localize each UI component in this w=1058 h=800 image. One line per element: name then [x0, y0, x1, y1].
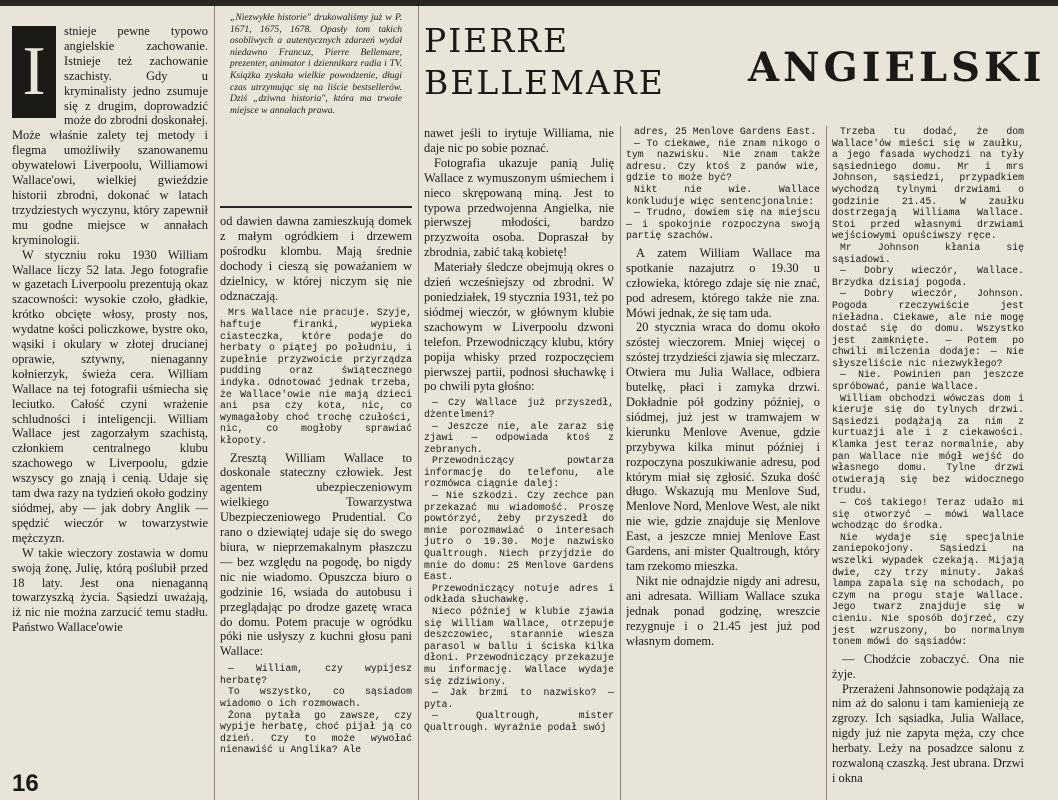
small-paragraph: Mr Johnson kłania się sąsiadowi.	[832, 241, 1024, 265]
small-paragraph: To wszystko, co sąsiadom wiadomo o ich rozmowach.	[220, 686, 412, 710]
small-paragraph: Mrs Wallace nie pracuje. Szyje, haftuje firanki, wypieka ciasteczka, które podaje do herbaty o piątej po południu, i zupełnie przyzwoicie przyrządza pudding oraz świątecznego indyka. Odnotować jednak trzeba, że Wallace'owie nie mają dzieci ani psa czy kota, nic, co wymagałoby choć trochę czułości, nic, co mogłoby sprawiać kłopoty.	[220, 307, 412, 446]
column-5-paragraph: — Chodźcie zobaczyć. Ona nie żyje.	[832, 651, 1024, 681]
small-paragraph: — Jak brzmi to nazwisko? — pyta.	[424, 687, 614, 710]
small-paragraph: Nieco później w klubie zjawia się William Wallace, otrzepuje deszczowiec, starannie wiesza parasol w ballu i ściska kilka dłoni. Przewodniczący przekazuje mu informację. Wallace wydaje się zdziwiony.	[424, 606, 614, 687]
column-2-small-text	[220, 307, 412, 446]
small-paragraph: Nie wydaje się specjalnie zaniepokojony. Sąsiedzi na wszelki wypadek czekają. Mijają dwie, czy trzy minuty. Jakaś lampa zapala się na schodach, po czym na progu staje Wallace. Jego twarz znajduje się w cieniu. Nie sposób dojrzeć, czy jest wzruszony, bo normalnym tonem mówi do sąsiadów:	[832, 531, 1024, 648]
column-5-paragraph: Przerażeni Jahnsonowie podążają za nim aż do salonu i tam kamienieją ze zgrozy. Ich sąsiadka, Julia Wallace, nigdy już nie zapyta męża, czy chce herbaty. Leży na posadzce salonu z rozwaloną czaszką. Jest ubrana. Drzwi i okna	[832, 681, 1024, 785]
column-1-paragraph: W takie wieczory zostawia w domu swoją żonę, Julię, którą poślubił przed 18 laty. Jest ona nienaganną towarzyszką życia. Sąsiedzi uważają, iż nic nie można zarzucić temu stadłu. Państwo Wallace'owie	[12, 545, 208, 635]
small-paragraph: — Dobry wieczór, Wallace. Brzydka dzisiaj pogoda.	[832, 265, 1024, 288]
column-4-small-text	[626, 126, 820, 242]
top-band	[0, 0, 1058, 6]
small-paragraph: Przewodniczący powtarza informację do telefonu, ale rozmówca ciągnie dalej:	[424, 455, 614, 490]
small-paragraph: — William, czy wypijesz herbatę?	[220, 663, 412, 686]
small-paragraph: — Coś takiego! Teraz udało mi się otworzyć — mówi Wallace wchodząc do środka.	[832, 497, 1024, 532]
column-2-paragraph: Zresztą William Wallace to doskonale stateczny człowiek. Jest agentem ubezpieczeniowym wielkiego Towarzystwa Ubezpieczeniowego Prudential. Co rano o dziewiątej udaje się do swego biura, w nieprzemakalnym płaszczu — bez względu na pogodę, bo nigdy nic nie wiadomo. Opuszcza biuro o godzinie 16, wsiada do autobusu i przeglądając po drodze gazetę wraca do domu. Potem pracuje w ogródku póki nie usłyszy z kuchni głosu pani Wallace:	[220, 450, 412, 659]
drop-cap: I	[12, 26, 56, 118]
column-3-paragraph: Materiały śledcze obejmują okres o dzień wcześniejszy od zbrodni. W poniedziałek, 19 stycznia 1931, też po siódmej wieczór, w głównym klubie szachowym w Liverpoolu dzwoni telefon. Przewodniczący klubu, który popija whisky przed rozpoczęciem pierwszej partii, podnosi słuchawkę i po chwili pyta głośno:	[424, 260, 614, 394]
column-3-paragraph: Fotografia ukazuje panią Julię Wallace z wymuszonym uśmiechem i nieco skrępowaną miną. Jest to typowa przedwojenna Angielka, nie pierwszej młodości, bardzo przyzwoita osoba. Dopraszał by zbrodnia, zabić taką kobietę!	[424, 155, 614, 260]
author-name: PIERRE BELLEMARE	[424, 21, 665, 102]
column-3	[424, 126, 614, 800]
column-divider	[620, 126, 621, 800]
column-5-small-text	[832, 126, 1024, 648]
column-divider	[418, 6, 419, 800]
column-divider	[214, 6, 215, 800]
column-1	[12, 24, 208, 768]
small-paragraph: Nikt nie wie. Wallace konkluduje więc sentencjonalnie:	[626, 183, 820, 207]
column-4	[626, 126, 820, 800]
column-3-small-text	[424, 397, 614, 733]
small-paragraph: adres, 25 Menlove Gardens East.	[634, 126, 817, 137]
small-paragraph: Trzeba tu dodać, że dom Wallace'ów mieści się w zaułku, a jego fasada wychodzi na tyły sąsiedniego domu. Mr i mrs Johnson, sąsiedzi, przypadkiem wychodzą tylnymi drzwiami o godzinie 21.45. W zaułku dostrzegają Williama Wallace. Stoi przed własnymi drzwiami wejściowymi opuściwszy ręce.	[832, 126, 1024, 242]
column-1-paragraph: W styczniu roku 1930 William Wallace liczy 52 lata. Jego fotografie w gazetach Liverpoolu prezentują okaz szacowności: wysokie czoło, gładkie, krótko obcięte włosy, prosty nos, wydatne kości policzkowe, bystre oko, wąsiki i okulary w złotej drucianej oprawie, sztywny, nienaganny kołnierzyk, świeża cera. William Wallace na tej fotografii uśmiecha się leciutko. Całość czyni wrażenie schludności i inteligencji. William Wallace jest zagorzałym szachistą, członkiem centralnego klubu szachowego w Liverpoolu, gdzie wszyscy go znają i cenią. Udaje się tam dwa razy na tydzień około godziny siódmej, aby — jak dobry Anglik — spędzić wieczór w towarzystwie mężczyzn.	[12, 247, 208, 545]
small-paragraph: — Jeszcze nie, ale zaraz się zjawi — odpowiada ktoś z zebranych.	[424, 420, 614, 455]
editorial-note-text: „Niezwykłe historie" drukowaliśmy już w P. 1671, 1675, 1678. Opasły tom takich osobliwych a autentycznych zdarzeń wydał niedawno Francuz, Pierre Bellemare, prezenter, animator i dziennikarz radia i TV. Książka zyskała wielkie powodzenie, długi czas utrzymując się na liście bestsellerów. Dziś „dziwna historia", która ma trwałe miejsce w annałach prawa.	[230, 12, 402, 116]
small-paragraph: — Qualtrough, mister Qualtrough. Wyraźnie podał swój	[424, 710, 614, 733]
column-5	[832, 126, 1024, 800]
small-paragraph: — Nie. Powinien pan jeszcze spróbować, panie Wallace.	[832, 369, 1024, 393]
column-2	[220, 10, 412, 800]
column-4-paragraph: 20 stycznia wraca do domu około szóstej wieczorem. Mniej więcej o szóstej trzydzieści zjawia się mleczarz. Otwiera mu Julia Wallace, odbiera butelkę, płaci i zamyka drzwi. Dokładnie pół godziny później, o siódmej, już jest w tramwajem w kierunku Menlove Avenue, gdzie przybywa kilka minut później i rozpoczyna poszukiwanie adresu, pod którym miał się zgłosić. Szuka dość długo. Wskazują mu Menlove Sud, Menlove Nord, Menlove West, ale nikt nie wie, gdzie znajduje się Menlove East, a jeszcze mniej Menlove East Gardens, ani mister Qualtrough, który tam rzekomo mieszka.	[626, 320, 820, 573]
editorial-note	[220, 10, 412, 202]
page-number: 16	[12, 770, 39, 797]
article-headline: ANGIELSKI	[748, 44, 1046, 91]
small-paragraph: — To ciekawe, nie znam nikogo o tym nazwisku. Nie znam także adresu. Czy ktoś z panów wie, gdzie to może być?	[626, 137, 820, 184]
small-paragraph: — Trudno, dowiem się na miejscu — i spokojnie rozpoczyna swoją partię szachów.	[626, 207, 820, 242]
column-4-paragraph: A zatem William Wallace ma spotkanie nazajutrz o 19.30 u człowieka, którego zdaje się nie znać, pod adresem, którego także nie zna. Mówi jednak, że się tam uda.	[626, 245, 820, 320]
small-paragraph: Przewodniczący notuje adres i odkłada słuchawkę.	[424, 582, 614, 606]
note-rule	[220, 206, 412, 208]
small-paragraph: William obchodzi wówczas dom i kieruje się do tylnych drzwi. Sąsiedzi podążają za nim z kurtuazji ale i z ciekawości. Klamka jest teraz normalnie, aby pan Wallace nie mógł wejść do własnego domu. Tylne drzwi otwierają się bez widocznego trudu.	[832, 392, 1024, 497]
column-divider	[826, 126, 827, 800]
column-3-paragraph: nawet jeśli to irytuje Williama, nie daje nic po sobie poznać.	[424, 126, 614, 155]
small-paragraph: — Nie szkodzi. Czy zechce pan przekazać mu wiadomość. Proszę powtórzyć, żeby przyszedł do mnie porozmawiać o interesach jutro o 19.30. Moje nazwisko Qualtrough. Niech przyjdzie do mnie do domu: 25 Menlove Gardens East.	[424, 490, 614, 583]
column-1-paragraph: stnieje pewne typowo angielskie zachowanie. Istnieje też zachowanie szachisty. Gdy u kryminalisty jedno zsumuje się z drugim, doprowadzić może do zbrodni doskonałej. Może właśnie zalety tej metody i flegma umożliwiły szanowanemu obywatelowi Liverpoolu, Williamowi Wallace'owi, wielkiej gwieździe historii zbrodni, dokonać w latach trzydziestych wyczynu, który zapewnił mu godne miejsce w annałach kryminologii.	[12, 24, 208, 247]
column-2-paragraph: od dawien dawna zamieszkują domek z małym ogródkiem i drzewem pośrodku klombu. Mają średnie dochody i cieszą się poważaniem w dzielnicy, w której niczym się nie odznaczają.	[220, 214, 412, 303]
column-2-small-text	[220, 663, 412, 756]
small-paragraph: — Czy Wallace już przyszedł, dżentelmeni?	[424, 397, 614, 420]
column-4-paragraph: Nikt nie odnajdzie nigdy ani adresu, ani adresata. William Wallace szuka jednak ponad godzinę, wreszcie rezygnuje i o 21.45 jest już pod własnym domem.	[626, 573, 820, 648]
small-paragraph: Żona pytała go zawsze, czy wypije herbatę, choć pijał ją co dzień. Czy to może wywołać nienawiść u Anglika? Ale	[220, 709, 412, 756]
small-paragraph: — Dobry wieczór, Johnson. Pogoda rzeczywiście jest nieładna. Ciekawe, ale nie mogę dostać się do domu. Wszystko jest zamknięte. — Potem po chwili milczenia dodaje: — Nie słyszeliście nic niezwykłego?	[832, 288, 1024, 369]
